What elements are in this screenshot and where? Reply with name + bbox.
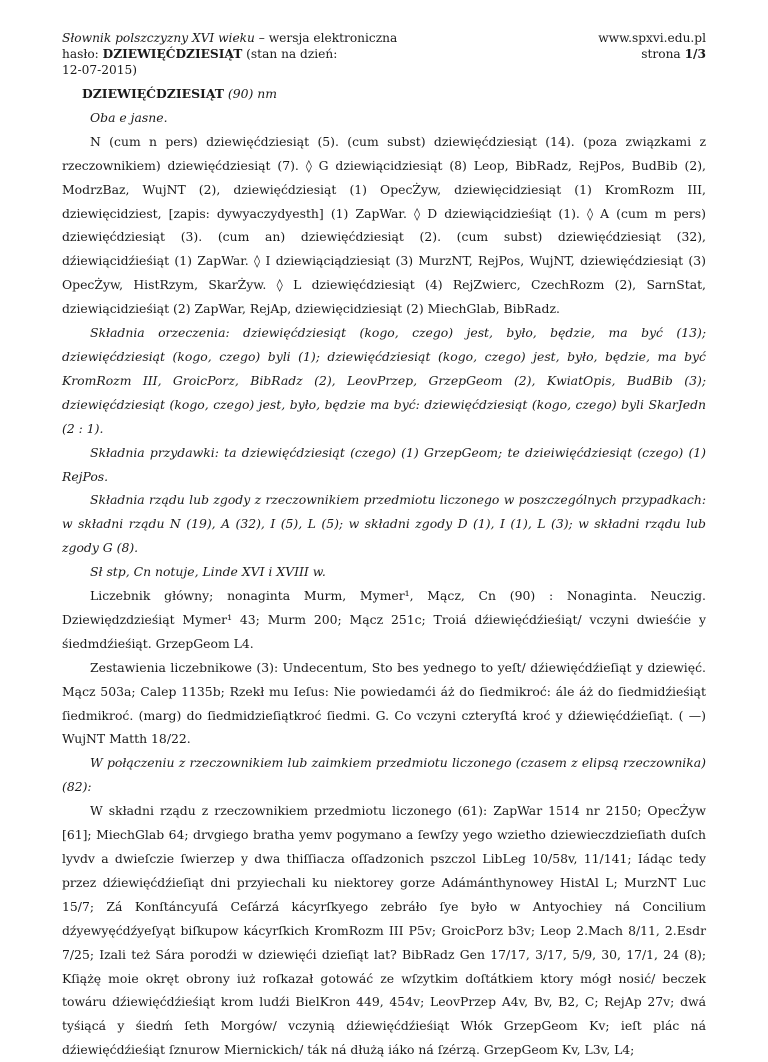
definition-paragraph: Liczebnik główny; nonaginta Murm, Mymer¹, Mącz, Cn (90) : Nonaginta. Neuczig. Dziewiędzdzieśiąt Mymer¹ 43; Murm 200; Mącz 251c; Troiá dźiewięćdźieśiąt/ vczyni dwieśćie y śiedmdźieśiąt. GrzepGeom L4. xyxy=(62,588,706,651)
headword: DZIEWIĘĆDZIESIĄT xyxy=(82,86,224,101)
page-label: strona xyxy=(641,47,685,61)
header-right xyxy=(598,30,706,62)
frequency: (90) xyxy=(223,86,258,101)
entry-line xyxy=(62,46,442,62)
status-label: (stan na dzień: xyxy=(242,47,338,61)
inflection-paragraph: N (cum n pers) dziewięćdziesiąt (5). (cum subst) dziewięćdziesiąt (14). (poza związkami z rzeczownikiem) dziewięćdziesiąt (7). ◊ G dziewiącidziesiąt (8) Leop, BibRadz, RejPos, BudBib (2), ModrzBaz, WujNT (2), dziewięćdziesiąt (1) OpecŻyw, dziewięcidziesiąt (1) KromRozm III, dziewięcidziest, [zapis: dywyaczydyesth] (1) ZapWar. ◊ D dziewiącidzieśiąt (1). ◊ A (cum m pers) dziewięćdziesiąt (3). (cum an) dziewięćdziesiąt (2). (cum subst) dziewięćdziesiąt (32), dźiewiącidźieśiąt (1) ZapWar. ◊ I dziewiąciądziesiąt (3) MurzNT, RejPos, WujNT, dziewięćdziesiąt (3) OpecŻyw, HistRzym, SkarŻyw. ◊ L dziewięćdziesiąt (4) RejZwierc, CzechRozm (2), SarnStat, dziewiącidzieśiąt (2) ZapWar, RejAp, dziewięcidziesiąt (2) MiechGlab, BibRadz. xyxy=(62,133,706,317)
government-syntax-paragraph: Składnia rządu lub zgody z rzeczownikiem przedmiotu liczonego w poszczególnych przypadkach: w składni rządu N (19), A (32), I (5), L (5); w składni zgody D (1), I (1), L (3); w składni rządu lub zgody G (8). xyxy=(62,492,706,556)
entry-word: DZIEWIĘĆDZIESIĄT xyxy=(102,47,243,61)
dictionaries-note: Sł stp, Cn notuje, Linde XVI i XVIII w. xyxy=(90,564,326,580)
dictionary-title-line xyxy=(62,30,442,46)
edition-label: – wersja elektroniczna xyxy=(254,31,398,45)
compound-numerals-paragraph: Zestawienia liczebnikowe (3): Undecentum, Sto bes yednego to yeſt/ dźiewięćdźieſiąt y dziewięć. Mącz 503a; Calep 1135b; Rzekł mu Ieſus: Nie powiedamći áż do ſiedmikroć: ále áż do ſiedmidźieśiąt ſiedmikroć. (marg) do ſiedmidzieſiątkroć ſiedmi. G. Co vczyni czteryſtá kroć y dźiewięćdźieſiąt. ( —) WujNT Matth 18/22. xyxy=(62,659,706,747)
page-number: 1/3 xyxy=(684,47,706,61)
usage-heading: W połączeniu z rzeczownikiem lub zaimkiem przedmiotu liczonego (czasem z elipsą rzeczownika) (82): xyxy=(62,755,706,795)
pronunciation-note: Oba e jasne. xyxy=(90,109,168,125)
entry-content xyxy=(62,82,706,1062)
predicate-syntax-paragraph: Składnia orzeczenia: dziewięćdziesiąt (kogo, czego) jest, było, będzie, ma być (13); dziewięćdziesiąt (kogo, czego) byli (1); dziewięćdziesiąt (kogo, czego) jest, było, będzie, ma być KromRozm III, GroicPorz, BibRadz (2), LeovPrzep, GrzepGeom (2), KwiatOpis, BudBib (3); dziewięćdziesiąt (kogo, czego) jest, było, będzie ma być: dziewięćdziesiąt (kogo, czego) byli SkarJedn (2 : 1). xyxy=(62,325,706,436)
entry-label: hasło: xyxy=(62,47,103,61)
header-left xyxy=(62,30,442,78)
attributive-syntax-paragraph: Składnia przydawki: ta dziewięćdziesiąt (czego) (1) GrzepGeom; te dzieiwięćdziesiąt (czego) (1) RejPos. xyxy=(62,444,706,484)
site-url: www.spxvi.edu.pl xyxy=(598,31,706,45)
part-of-speech: nm xyxy=(257,86,278,101)
entry-headword-line xyxy=(82,82,706,106)
dictionary-title: Słownik polszczyzny XVI wieku xyxy=(62,31,255,45)
citations-paragraph: W składni rządu z rzeczownikiem przedmiotu liczonego (61): ZapWar 1514 nr 2150; OpecŻyw [61]; MiechGlab 64; drvgiego bratha yemv pogymano a ſewſzy yego wzietho dziewieczdzieſiath duſch lyvdv a dwieſczie ſwierzep y dwa thiſſiacza oſſadzonich pszczol LibLeg 10/58v, 11/141; Iádąc tedy przez dźiewięćdźieſiąt dni przyiechali ku niektorey gorze Adámánthynowey HistAl L; MurzNT Luc 15/7; Zá Konſtáncyuſá Ceſárzá kácyrſkyego zebráło ſye było w Antyochiey ná Concilium dźyewyęćdźyeſyąt biſkupow kácyrſkich KromRozm III P5v; GroicPorz b3v; Leop 2.Mach 8/11, 2.Esdr 7/25; Izali też Sára porodźi w dziewięći dzieſiąt lat? BibRadz Gen 17/17, 3/17, 5/9, 30, 17/1, 24 (8); Kſiążę moie okręt obrony iuż roſkazał gotowáć ze wſzytkim doſtátkiem ktory mógł nosić/ beczek towáru dźiewięćdźieśiąt krom ludźi BielKron 449, 454v; LeovPrzep A4v, Bv, B2, C; RejAp 27v; dwá tyśiącá y śiedḿ ſeth Morgów/ vczynią dźiewięćdźieśiąt Włók GrzepGeom Kv; ieſt plác ná dźiewięćdźieśiąt ſznurow Miernickich/ ták ná dłużą iáko ná ſzérzą. GrzepGeom Kv, L3v, L4; xyxy=(62,803,706,1058)
status-date: 12-07-2015) xyxy=(62,63,138,77)
page-indicator xyxy=(598,46,706,62)
